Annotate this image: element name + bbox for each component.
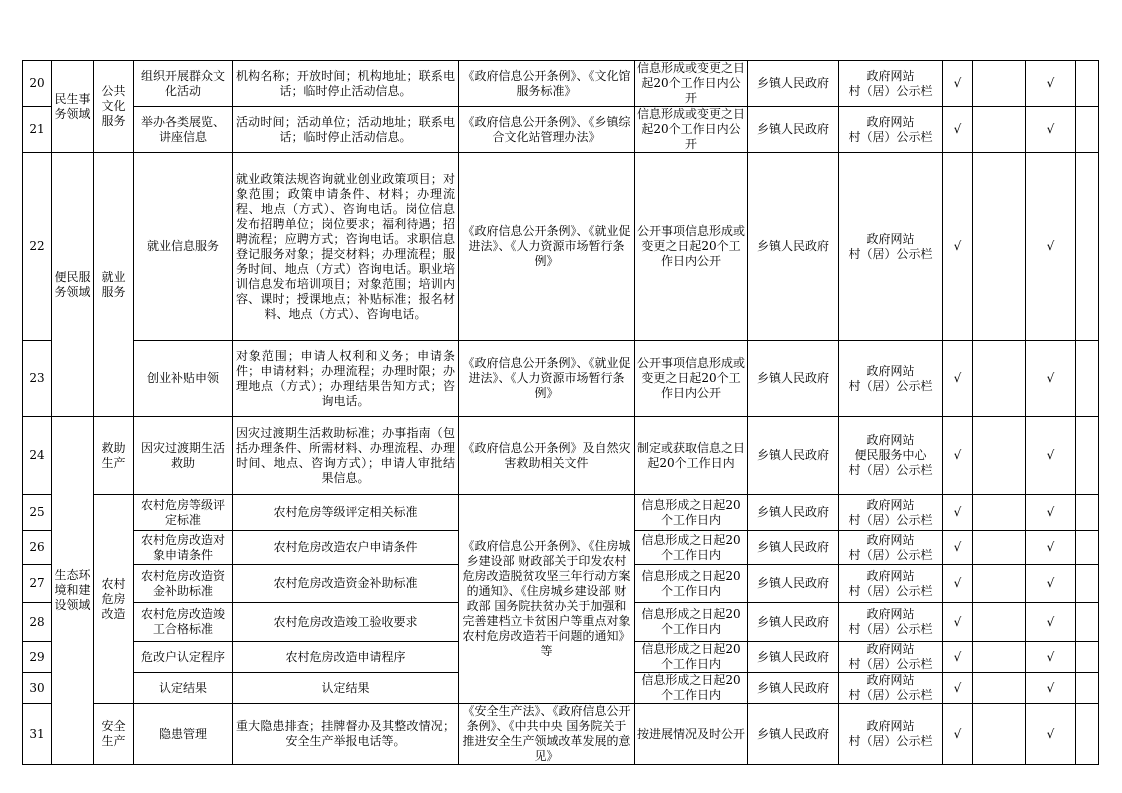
timeline-cell: 信息形成之日起20个工作日内 [635, 531, 748, 565]
subject-cell: 乡镇人民政府 [748, 417, 839, 495]
channel-line-2: 村（居）公示栏 [848, 657, 933, 671]
channel-cell [839, 704, 943, 765]
row-number: 25 [23, 495, 52, 531]
empty-cell [1076, 107, 1099, 153]
table-row [23, 341, 1099, 417]
timeline-cell: 信息形成之日起20个工作日内 [635, 495, 748, 531]
content-cell: 认定结果 [233, 673, 459, 704]
channel-line-2: 村（居）公示栏 [848, 688, 933, 702]
item-cell: 农村危房改造竣工合格标准 [134, 603, 233, 642]
channel-line-2: 村（居）公示栏 [848, 246, 933, 261]
check-mark: √ [943, 673, 973, 704]
check-mark: √ [943, 495, 973, 531]
timeline-cell: 按进展情况及时公开 [635, 704, 748, 765]
basis-cell: 《政府信息公开条例》、《就业促进法》、《人力资源市场暂行条例》 [459, 153, 635, 341]
subject-cell: 乡镇人民政府 [748, 704, 839, 765]
channel-cell [839, 61, 943, 107]
basis-cell: 《政府信息公开条例》、《就业促进法》、《人力资源市场暂行条例》 [459, 341, 635, 417]
timeline-cell: 公开事项信息形成或变更之日起20个工作日内公开 [635, 341, 748, 417]
channel-cell [839, 531, 943, 565]
subject-cell: 乡镇人民政府 [748, 153, 839, 341]
row-number: 20 [23, 61, 52, 107]
check-mark: √ [943, 153, 973, 341]
check-mark: √ [943, 107, 973, 153]
subject-cell: 乡镇人民政府 [748, 341, 839, 417]
channel-line-2: 村（居）公示栏 [848, 583, 933, 598]
check-mark: √ [1026, 495, 1076, 531]
empty-cell [973, 153, 1026, 341]
channel-cell [839, 417, 943, 495]
basis-cell: 《政府信息公开条例》、《乡镇综合文化站管理办法》 [459, 107, 635, 153]
timeline-cell: 信息形成之日起20个工作日内 [635, 603, 748, 642]
subdomain-cell: 农村危房改造 [94, 495, 134, 704]
subject-cell: 乡镇人民政府 [748, 673, 839, 704]
channel-line-1: 政府网站 [866, 673, 915, 687]
basis-cell: 《政府信息公开条例》、《文化馆服务标准》 [459, 61, 635, 107]
row-number: 28 [23, 603, 52, 642]
disclosure-table [22, 60, 1099, 765]
empty-cell [973, 341, 1026, 417]
channel-line-2: 村（居）公示栏 [848, 734, 933, 748]
check-mark: √ [1026, 341, 1076, 417]
item-cell: 创业补贴申领 [134, 341, 233, 417]
channel-line-2: 村（居）公示栏 [848, 512, 933, 527]
empty-cell [973, 531, 1026, 565]
subject-cell: 乡镇人民政府 [748, 603, 839, 642]
channel-line-2: 村（居）公示栏 [848, 622, 933, 636]
channel-line-2: 村（居）公示栏 [848, 83, 933, 98]
channel-cell [839, 565, 943, 603]
subdomain-cell: 救助生产 [94, 417, 134, 495]
item-cell: 隐患管理 [134, 704, 233, 765]
row-number: 23 [23, 341, 52, 417]
row-number: 24 [23, 417, 52, 495]
check-mark: √ [943, 61, 973, 107]
empty-cell [973, 704, 1026, 765]
channel-cell [839, 642, 943, 673]
channel-line-2: 村（居）公示栏 [848, 378, 933, 393]
channel-cell [839, 107, 943, 153]
content-cell: 农村危房等级评定相关标准 [233, 495, 459, 531]
timeline-cell: 信息形成之日起20个工作日内 [635, 565, 748, 603]
content-cell: 因灾过渡期生活救助标准；办事指南（包括办理条件、所需材料、办理流程、办理时间、地点、咨询方式）；申请人审批结果信息。 [233, 417, 459, 495]
row-number: 26 [23, 531, 52, 565]
basis-cell: 《安全生产法》、《政府信息公开条例》、《中共中央 国务院关于推进安全生产领域改革发展的意见》 [459, 704, 635, 765]
item-cell: 认定结果 [134, 673, 233, 704]
empty-cell [973, 417, 1026, 495]
channel-line-1: 政府网站 [866, 642, 915, 656]
empty-cell [1076, 673, 1099, 704]
domain-cell: 生态环境和建设领域 [52, 417, 94, 765]
row-number: 21 [23, 107, 52, 153]
check-mark: √ [1026, 153, 1076, 341]
check-mark: √ [1026, 61, 1076, 107]
check-mark: √ [943, 704, 973, 765]
table-row [23, 495, 1099, 531]
item-cell: 就业信息服务 [134, 153, 233, 341]
check-mark: √ [943, 642, 973, 673]
timeline-cell: 信息形成或变更之日起20个工作日内公开 [635, 61, 748, 107]
table-row [23, 153, 1099, 341]
empty-cell [1076, 341, 1099, 417]
check-mark: √ [1026, 673, 1076, 704]
timeline-cell: 制定或获取信息之日起20个工作日内 [635, 417, 748, 495]
item-cell: 危改户认定程序 [134, 642, 233, 673]
empty-cell [1076, 417, 1099, 495]
empty-cell [1076, 565, 1099, 603]
channel-line-2: 村（居）公示栏 [848, 547, 933, 562]
empty-cell [973, 603, 1026, 642]
channel-cell [839, 495, 943, 531]
channel-line-1: 政府网站 [866, 114, 915, 129]
empty-cell [973, 673, 1026, 704]
channel-line-2: 村（居）公示栏 [848, 129, 933, 144]
subject-cell: 乡镇人民政府 [748, 642, 839, 673]
item-cell: 因灾过渡期生活救助 [134, 417, 233, 495]
channel-line-3: 村（居）公示栏 [848, 463, 933, 477]
subject-cell: 乡镇人民政府 [748, 495, 839, 531]
subject-cell: 乡镇人民政府 [748, 61, 839, 107]
table-row [23, 704, 1099, 765]
content-cell: 农村危房改造农户申请条件 [233, 531, 459, 565]
row-number: 22 [23, 153, 52, 341]
empty-cell [1076, 603, 1099, 642]
content-cell: 就业政策法规咨询就业创业政策项目；对象范围；政策申请条件、材料；办理流程、地点（方式）、咨询电话。岗位信息发布招聘单位；岗位要求；福利待遇；招聘流程；应聘方式；咨询电话。求职信息登记服务对象；提交材料；办理流程；服务时间、地点（方式）咨询电话。职业培训信息发布培训项目；对象范围；培训内容、课时；授课地点；补贴标准；报名材料、地点（方式）、咨询电话。 [233, 153, 459, 341]
check-mark: √ [1026, 417, 1076, 495]
check-mark: √ [943, 603, 973, 642]
item-cell: 农村危房等级评定标准 [134, 495, 233, 531]
row-number: 27 [23, 565, 52, 603]
channel-line-1: 政府网站 [866, 532, 915, 547]
timeline-cell: 信息形成或变更之日起20个工作日内公开 [635, 107, 748, 153]
empty-cell [973, 495, 1026, 531]
item-cell: 组织开展群众文化活动 [134, 61, 233, 107]
empty-cell [1076, 704, 1099, 765]
empty-cell [1076, 153, 1099, 341]
row-number: 31 [23, 704, 52, 765]
timeline-cell: 公开事项信息形成或变更之日起20个工作日内公开 [635, 153, 748, 341]
row-number: 29 [23, 642, 52, 673]
empty-cell [1076, 61, 1099, 107]
content-cell: 农村危房改造资金补助标准 [233, 565, 459, 603]
check-mark: √ [943, 341, 973, 417]
channel-line-1: 政府网站 [866, 497, 915, 512]
empty-cell [973, 565, 1026, 603]
channel-line-1: 政府网站 [866, 719, 915, 733]
content-cell: 机构名称；开放时间；机构地址；联系电话；临时停止活动信息。 [233, 61, 459, 107]
item-cell: 农村危房改造资金补助标准 [134, 565, 233, 603]
table-row [23, 107, 1099, 153]
check-mark: √ [1026, 603, 1076, 642]
check-mark: √ [1026, 531, 1076, 565]
check-mark: √ [1026, 107, 1076, 153]
channel-line-1: 政府网站 [866, 607, 915, 621]
content-cell: 农村危房改造竣工验收要求 [233, 603, 459, 642]
timeline-cell: 信息形成之日起20个工作日内 [635, 673, 748, 704]
subject-cell: 乡镇人民政府 [748, 565, 839, 603]
check-mark: √ [943, 531, 973, 565]
empty-cell [1076, 495, 1099, 531]
check-mark: √ [943, 565, 973, 603]
channel-cell [839, 673, 943, 704]
empty-cell [1076, 642, 1099, 673]
check-mark: √ [1026, 642, 1076, 673]
content-cell: 对象范围；申请人权利和义务；申请条件；申请材料；办理流程；办理时限；办理地点（方式）；办理结果告知方式；咨询电话。 [233, 341, 459, 417]
empty-cell [973, 642, 1026, 673]
channel-line-1: 政府网站 [866, 68, 915, 83]
domain-cell: 便民服务领域 [52, 153, 94, 417]
subdomain-cell: 就业服务 [94, 153, 134, 417]
basis-cell: 《政府信息公开条例》、《住房城乡建设部 财政部关于印发农村危房改造脱贫攻坚三年行动方案的通知》、《住房城乡建设部 财政部 国务院扶贫办关于加强和完善建档立卡贫困户等重点对象农村危房改造若干问题的通知》等 [459, 495, 635, 704]
channel-cell [839, 603, 943, 642]
content-cell: 农村危房改造申请程序 [233, 642, 459, 673]
channel-cell [839, 341, 943, 417]
empty-cell [1076, 531, 1099, 565]
subject-cell: 乡镇人民政府 [748, 107, 839, 153]
content-cell: 重大隐患排查；挂牌督办及其整改情况；安全生产举报电话等。 [233, 704, 459, 765]
item-cell: 农村危房改造对象申请条件 [134, 531, 233, 565]
channel-line-1: 政府网站 [866, 231, 915, 246]
channel-cell [839, 153, 943, 341]
empty-cell [973, 61, 1026, 107]
check-mark: √ [1026, 565, 1076, 603]
subdomain-cell: 公共文化服务 [94, 61, 134, 153]
channel-line-2: 便民服务中心 [854, 448, 927, 462]
timeline-cell: 信息形成之日起20个工作日内 [635, 642, 748, 673]
channel-line-1: 政府网站 [866, 363, 915, 378]
empty-cell [973, 107, 1026, 153]
subdomain-cell: 安全生产 [94, 704, 134, 765]
item-cell: 举办各类展览、讲座信息 [134, 107, 233, 153]
domain-cell: 民生事务领域 [52, 61, 94, 153]
channel-line-1: 政府网站 [866, 568, 915, 583]
check-mark: √ [1026, 704, 1076, 765]
subject-cell: 乡镇人民政府 [748, 531, 839, 565]
row-number: 30 [23, 673, 52, 704]
table-row [23, 417, 1099, 495]
basis-cell: 《政府信息公开条例》及自然灾害救助相关文件 [459, 417, 635, 495]
channel-line-1: 政府网站 [866, 433, 915, 447]
check-mark: √ [943, 417, 973, 495]
content-cell: 活动时间；活动单位；活动地址；联系电话；临时停止活动信息。 [233, 107, 459, 153]
table-row [23, 61, 1099, 107]
